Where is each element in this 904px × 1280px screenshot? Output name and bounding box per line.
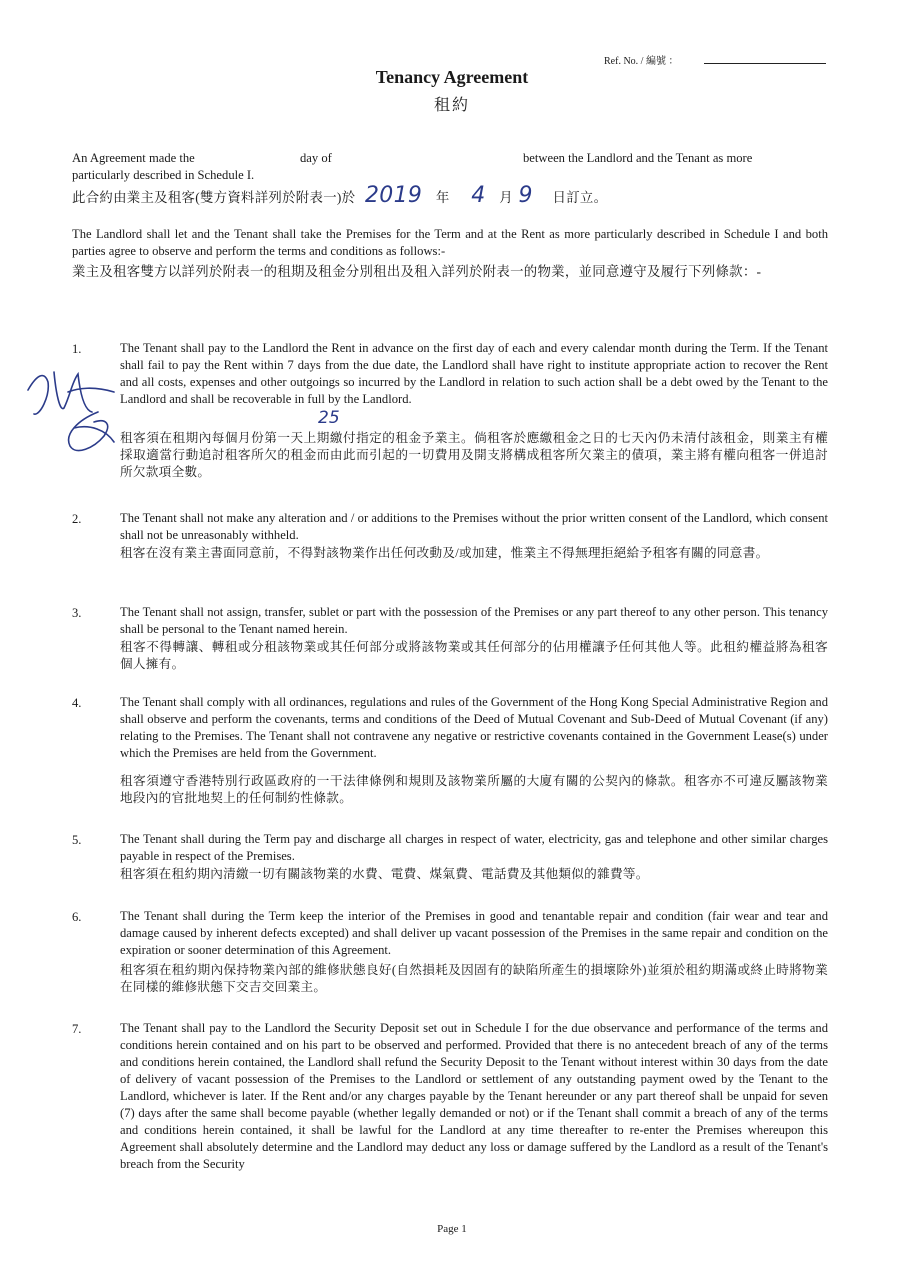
clause-1-chinese: 租客須在租期內每個月份第一天上期繳付指定的租金予業主。倘租客於應繳租金之日的七天內仍未清付該租金，則業主有權採取適當行動追討租客所欠的租金而由此而引起的一切費用及開支將構成租客所欠業主的債項，業主將有權向租客一併追討所欠款項全數。 [120, 431, 828, 479]
intro-between: between the Landlord and the Tenant as more [523, 151, 753, 165]
handwritten-initials-signature [14, 352, 124, 462]
title-english: Tenancy Agreement [375, 67, 529, 87]
handwritten-day: 9 [518, 183, 533, 208]
clause-3-english: The Tenant shall not assign, transfer, sublet or part with the possession of the Premises or any part thereof to any other person. This tenancy shall be personal to the Tenant named herein. [120, 605, 828, 636]
intro-zh-suffix: 日訂立。 [552, 190, 608, 205]
clause-2-chinese: 租客在沒有業主書面同意前，不得對該物業作出任何改動及/或加建，惟業主不得無理拒絕給予租客有關的同意書。 [120, 546, 769, 560]
handwritten-year: 2019 [365, 183, 423, 208]
clause-5-chinese: 租客須在租約期內清繳一切有關該物業的水費、電費、煤氣費、電話費及其他類似的雜費等。 [120, 867, 649, 881]
handwritten-annotation-25: 25 [318, 408, 340, 428]
preamble-chinese: 業主及租客雙方以詳列於附表一的租期及租金分別租出及租入詳列於附表一的物業，並同意遵守及履行下列條款：- [72, 264, 762, 279]
clause-6-chinese: 租客須在租約期內保持物業內部的維修狀態良好(自然損耗及因固有的缺陷所產生的損壞除外)並須於租約期滿或終止時將物業在同樣的維修狀態下交吉交回業主。 [120, 963, 828, 994]
clause-4-chinese: 租客須遵守香港特別行政區政府的一干法律條例和規則及該物業所屬的大廈有關的公契內的條款。租客亦不可違反屬該物業地段內的官批地契上的任何制約性條款。 [120, 774, 828, 805]
title-chinese: 租約 [433, 97, 470, 114]
clause-4-number: 4. [72, 696, 82, 710]
clause-1-number: 1. [72, 342, 82, 356]
intro-day-of: day of [300, 151, 332, 165]
clause-2-number: 2. [72, 512, 82, 526]
intro-zh-month: 月 [499, 190, 513, 205]
preamble-english: The Landlord shall let and the Tenant shall take the Premises for the Term and at the Rent as more particularly described in Schedule I and both parties agree to observe and perform the terms and conditions as follows:- [72, 227, 828, 258]
clause-7-number: 7. [72, 1022, 82, 1036]
intro-line-2: particularly described in Schedule I. [72, 168, 255, 182]
clause-5-english: The Tenant shall during the Term pay and discharge all charges in respect of water, electricity, gas and telephone and other similar charges payable in respect of the Premises. [120, 832, 828, 863]
intro-made-the: An Agreement made the [72, 151, 195, 165]
ref-no-blank-line [704, 63, 826, 64]
ref-no-label: Ref. No. / 編號 ： [604, 56, 679, 67]
clause-3-chinese: 租客不得轉讓、轉租或分租該物業或其任何部分或將該物業或其任何部分的佔用權讓予任何其他人等。此租約權益將為租客個人擁有。 [120, 640, 828, 671]
clause-2-english: The Tenant shall not make any alteration and / or additions to the Premises without the prior written consent of the Landlord, which consent shall not be unreasonably withheld. [120, 511, 828, 542]
clause-1-english: The Tenant shall pay to the Landlord the Rent in advance on the first day of each and every calendar month during the Term. If the Tenant shall fail to pay the Rent within 7 days from the due date, the Landlord shall have right to institute appropriate action to recover the Rent and all costs, expenses and other outgoings so incurred by the Landlord in relation to such action shall be a debt owed by the Tenant to the Landlord and shall be recoverable in full by the Landlord. [120, 341, 828, 406]
clause-6-number: 6. [72, 910, 82, 924]
handwritten-month: 4 [471, 183, 486, 208]
clause-7-english: The Tenant shall pay to the Landlord the Security Deposit set out in Schedule I for the due observance and performance of the terms and conditions herein contained and on his part to be observed and performed. Provided that there is no antecedent breach of any of the terms and conditions herein contained, the Landlord shall refund the Security Deposit to the Tenant without interest within 30 days from the date of delivery of vacant possession of the Premises to the Landlord or settlement of any outstanding payment owed by the Tenant to the Landlord, whichever is later. If the Rent and/or any charges payable by the Tenant hereunder or any part thereof shall be unpaid for seven (7) days after the same shall become payable (whether legally demanded or not) or if the Tenant shall commit a breach of any of the terms and conditions herein contained, it shall be lawful for the Landlord at any time thereafter to re-enter the Premises whereupon this Agreement shall absolutely determine and the Landlord may deduct any loss or damage suffered by the Landlord as a result of the Tenant's breach from the Security [120, 1021, 828, 1171]
page-number-footer: Page 1 [437, 1223, 467, 1235]
intro-zh-year: 年 [435, 190, 450, 205]
intro-zh-prefix: 此合約由業主及租客(雙方資料詳列於附表一)於 [72, 190, 356, 205]
clause-4-english: The Tenant shall comply with all ordinances, regulations and rules of the Government of the Hong Kong Special Administrative Region and shall observe and perform the covenants, terms and conditions of the Deed of Mutual Covenant and Sub-Deed of Mutual Covenant (if any) relating to the Premises. The Tenant shall not contravene any negative or restrictive covenants contained in the Government Lease(s) under which the Premises are held from the Government. [120, 695, 828, 760]
intro-chinese-date-line [72, 183, 608, 208]
clause-6-english: The Tenant shall during the Term keep the interior of the Premises in good and tenantable repair and condition (fair wear and tear and damage caused by inherent defects excepted) and shall deliver up vacant possession of the Premises in the same repair and condition on the expiration or sooner determination of this Agreement. [120, 909, 828, 957]
clause-3-number: 3. [72, 606, 82, 620]
clause-5-number: 5. [72, 833, 82, 847]
